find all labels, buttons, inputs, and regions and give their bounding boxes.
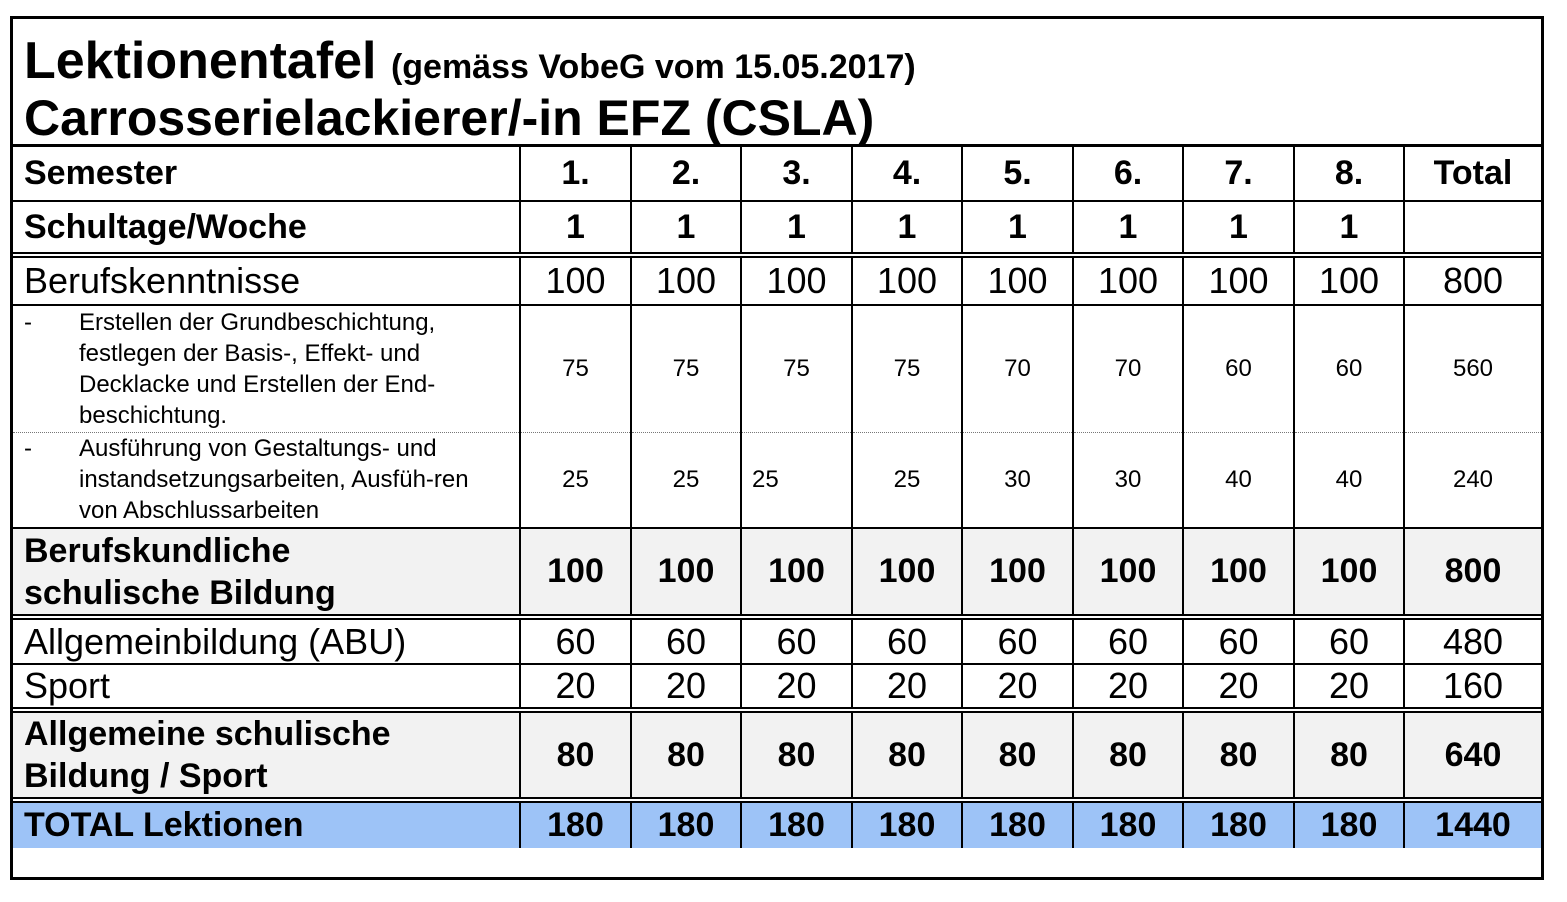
title-block [13, 19, 1541, 147]
cell: 75 [741, 305, 852, 432]
abu-row [13, 617, 1541, 664]
cell: 100 [741, 255, 852, 305]
cell: 100 [520, 255, 631, 305]
cell: 25 [631, 432, 741, 528]
sub-label-text: Erstellen der Grundbeschichtung, festlegen der Basis-, Effekt- und Decklacke und Erstellen der End-beschichtung. [79, 308, 436, 429]
label-line-1: Allgemeine schulische [24, 715, 391, 753]
row-label: Allgemeinbildung (ABU) [13, 617, 520, 664]
cell: 40 [1183, 432, 1294, 528]
cell: 800 [1404, 528, 1541, 617]
cell: 1 [741, 201, 852, 255]
cell: 3. [741, 147, 852, 201]
cell: 100 [1294, 528, 1404, 617]
cell: 1 [631, 201, 741, 255]
cell: 80 [1294, 710, 1404, 800]
cell: 100 [1183, 255, 1294, 305]
cell: 180 [1294, 800, 1404, 848]
cell: 560 [1452, 354, 1494, 382]
row-label [13, 710, 520, 800]
row-label [13, 432, 520, 528]
cell: 80 [741, 710, 852, 800]
cell: 8. [1294, 147, 1404, 201]
cell: 60 [520, 617, 631, 664]
cell: 180 [962, 800, 1073, 848]
row-label: TOTAL Lektionen [13, 800, 520, 848]
lesson-table [13, 147, 1541, 848]
cell: 180 [1183, 800, 1294, 848]
row-label: Schultage/Woche [13, 201, 520, 255]
cell: 80 [520, 710, 631, 800]
row-label: Berufskenntnisse [13, 255, 520, 305]
sub-row-grundbeschichtung [13, 305, 1541, 432]
bullet-dash: - [24, 435, 32, 463]
cell: 1 [1073, 201, 1183, 255]
row-label: Semester [13, 147, 520, 201]
label-line-2: Bildung / Sport [24, 757, 268, 795]
cell: 100 [852, 528, 962, 617]
cell: 60 [1073, 617, 1183, 664]
total-row [13, 800, 1541, 848]
cell: 40 [1294, 432, 1404, 528]
cell: 100 [631, 528, 741, 617]
cell: 30 [1073, 432, 1183, 528]
berufskenntnisse-row [13, 255, 1541, 305]
cell: 2. [631, 147, 741, 201]
cell: 100 [520, 528, 631, 617]
cell: 25 [852, 432, 962, 528]
header-row [13, 147, 1541, 201]
cell: 20 [1294, 664, 1404, 710]
berufskundlich-row [13, 528, 1541, 617]
cell: 25 [520, 432, 631, 528]
cell: 60 [1294, 305, 1404, 432]
cell: 1 [852, 201, 962, 255]
cell: 480 [1442, 620, 1504, 662]
cell: 80 [631, 710, 741, 800]
cell: 80 [1073, 710, 1183, 800]
cell: 20 [741, 664, 852, 710]
cell: 20 [1183, 664, 1294, 710]
cell: 7. [1183, 147, 1294, 201]
cell: 75 [631, 305, 741, 432]
profession-title: Carrosserielackierer/-in EFZ (CSLA) [24, 90, 875, 146]
cell: 20 [852, 664, 962, 710]
cell: 80 [962, 710, 1073, 800]
title-main: Lektionentafel [24, 32, 377, 90]
lesson-table-frame [10, 16, 1544, 880]
page-title [24, 31, 916, 91]
cell: 60 [852, 617, 962, 664]
cell: 80 [852, 710, 962, 800]
cell: 180 [741, 800, 852, 848]
cell: 60 [631, 617, 741, 664]
cell: 100 [1073, 255, 1183, 305]
cell: 75 [852, 305, 962, 432]
row-label: Sport [13, 664, 520, 710]
cell: 60 [1183, 617, 1294, 664]
cell: 80 [1183, 710, 1294, 800]
cell: 100 [741, 528, 852, 617]
cell: 1. [520, 147, 631, 201]
cell: 20 [1073, 664, 1183, 710]
cell: 100 [962, 528, 1073, 617]
row-label [13, 305, 520, 432]
cell: 70 [962, 305, 1073, 432]
cell: 1 [1183, 201, 1294, 255]
allgemein-row [13, 710, 1541, 800]
cell: 240 [1452, 465, 1494, 493]
cell: 60 [962, 617, 1073, 664]
cell: 180 [852, 800, 962, 848]
cell [1404, 201, 1541, 255]
sub-row-gestaltung [13, 432, 1541, 528]
cell: 1 [520, 201, 631, 255]
cell: 100 [631, 255, 741, 305]
cell: 100 [962, 255, 1073, 305]
cell: 1 [962, 201, 1073, 255]
cell: 800 [1442, 260, 1504, 301]
bullet-dash: - [24, 308, 32, 336]
cell: 30 [962, 432, 1073, 528]
schultage-row [13, 201, 1541, 255]
cell: 20 [631, 664, 741, 710]
row-label [13, 528, 520, 617]
cell: 100 [1073, 528, 1183, 617]
cell: 180 [631, 800, 741, 848]
cell: 60 [1294, 617, 1404, 664]
sub-label-text: Ausführung von Gestaltungs- und instandsetzungsarbeiten, Ausfüh-ren von Abschlussarbeiten [79, 435, 469, 525]
cell: 1440 [1404, 800, 1541, 848]
cell: 60 [741, 617, 852, 664]
cell: 25 [741, 432, 852, 528]
cell: 4. [852, 147, 962, 201]
label-line-2: schulische Bildung [24, 573, 336, 612]
cell: 160 [1442, 665, 1504, 706]
cell: 5. [962, 147, 1073, 201]
cell: 6. [1073, 147, 1183, 201]
cell: 1 [1294, 201, 1404, 255]
cell: 20 [962, 664, 1073, 710]
sport-row [13, 664, 1541, 710]
cell: 100 [1294, 255, 1404, 305]
cell: 640 [1404, 710, 1541, 800]
cell: 60 [1183, 305, 1294, 432]
cell: 100 [1183, 528, 1294, 617]
cell: 180 [520, 800, 631, 848]
title-sub: (gemäss VobeG vom 15.05.2017) [390, 48, 916, 86]
cell: 70 [1073, 305, 1183, 432]
cell: 180 [1073, 800, 1183, 848]
cell: 100 [852, 255, 962, 305]
cell: 75 [520, 305, 631, 432]
label-line-1: Berufskundliche [24, 531, 291, 570]
cell: 20 [520, 664, 631, 710]
cell: Total [1433, 154, 1513, 192]
